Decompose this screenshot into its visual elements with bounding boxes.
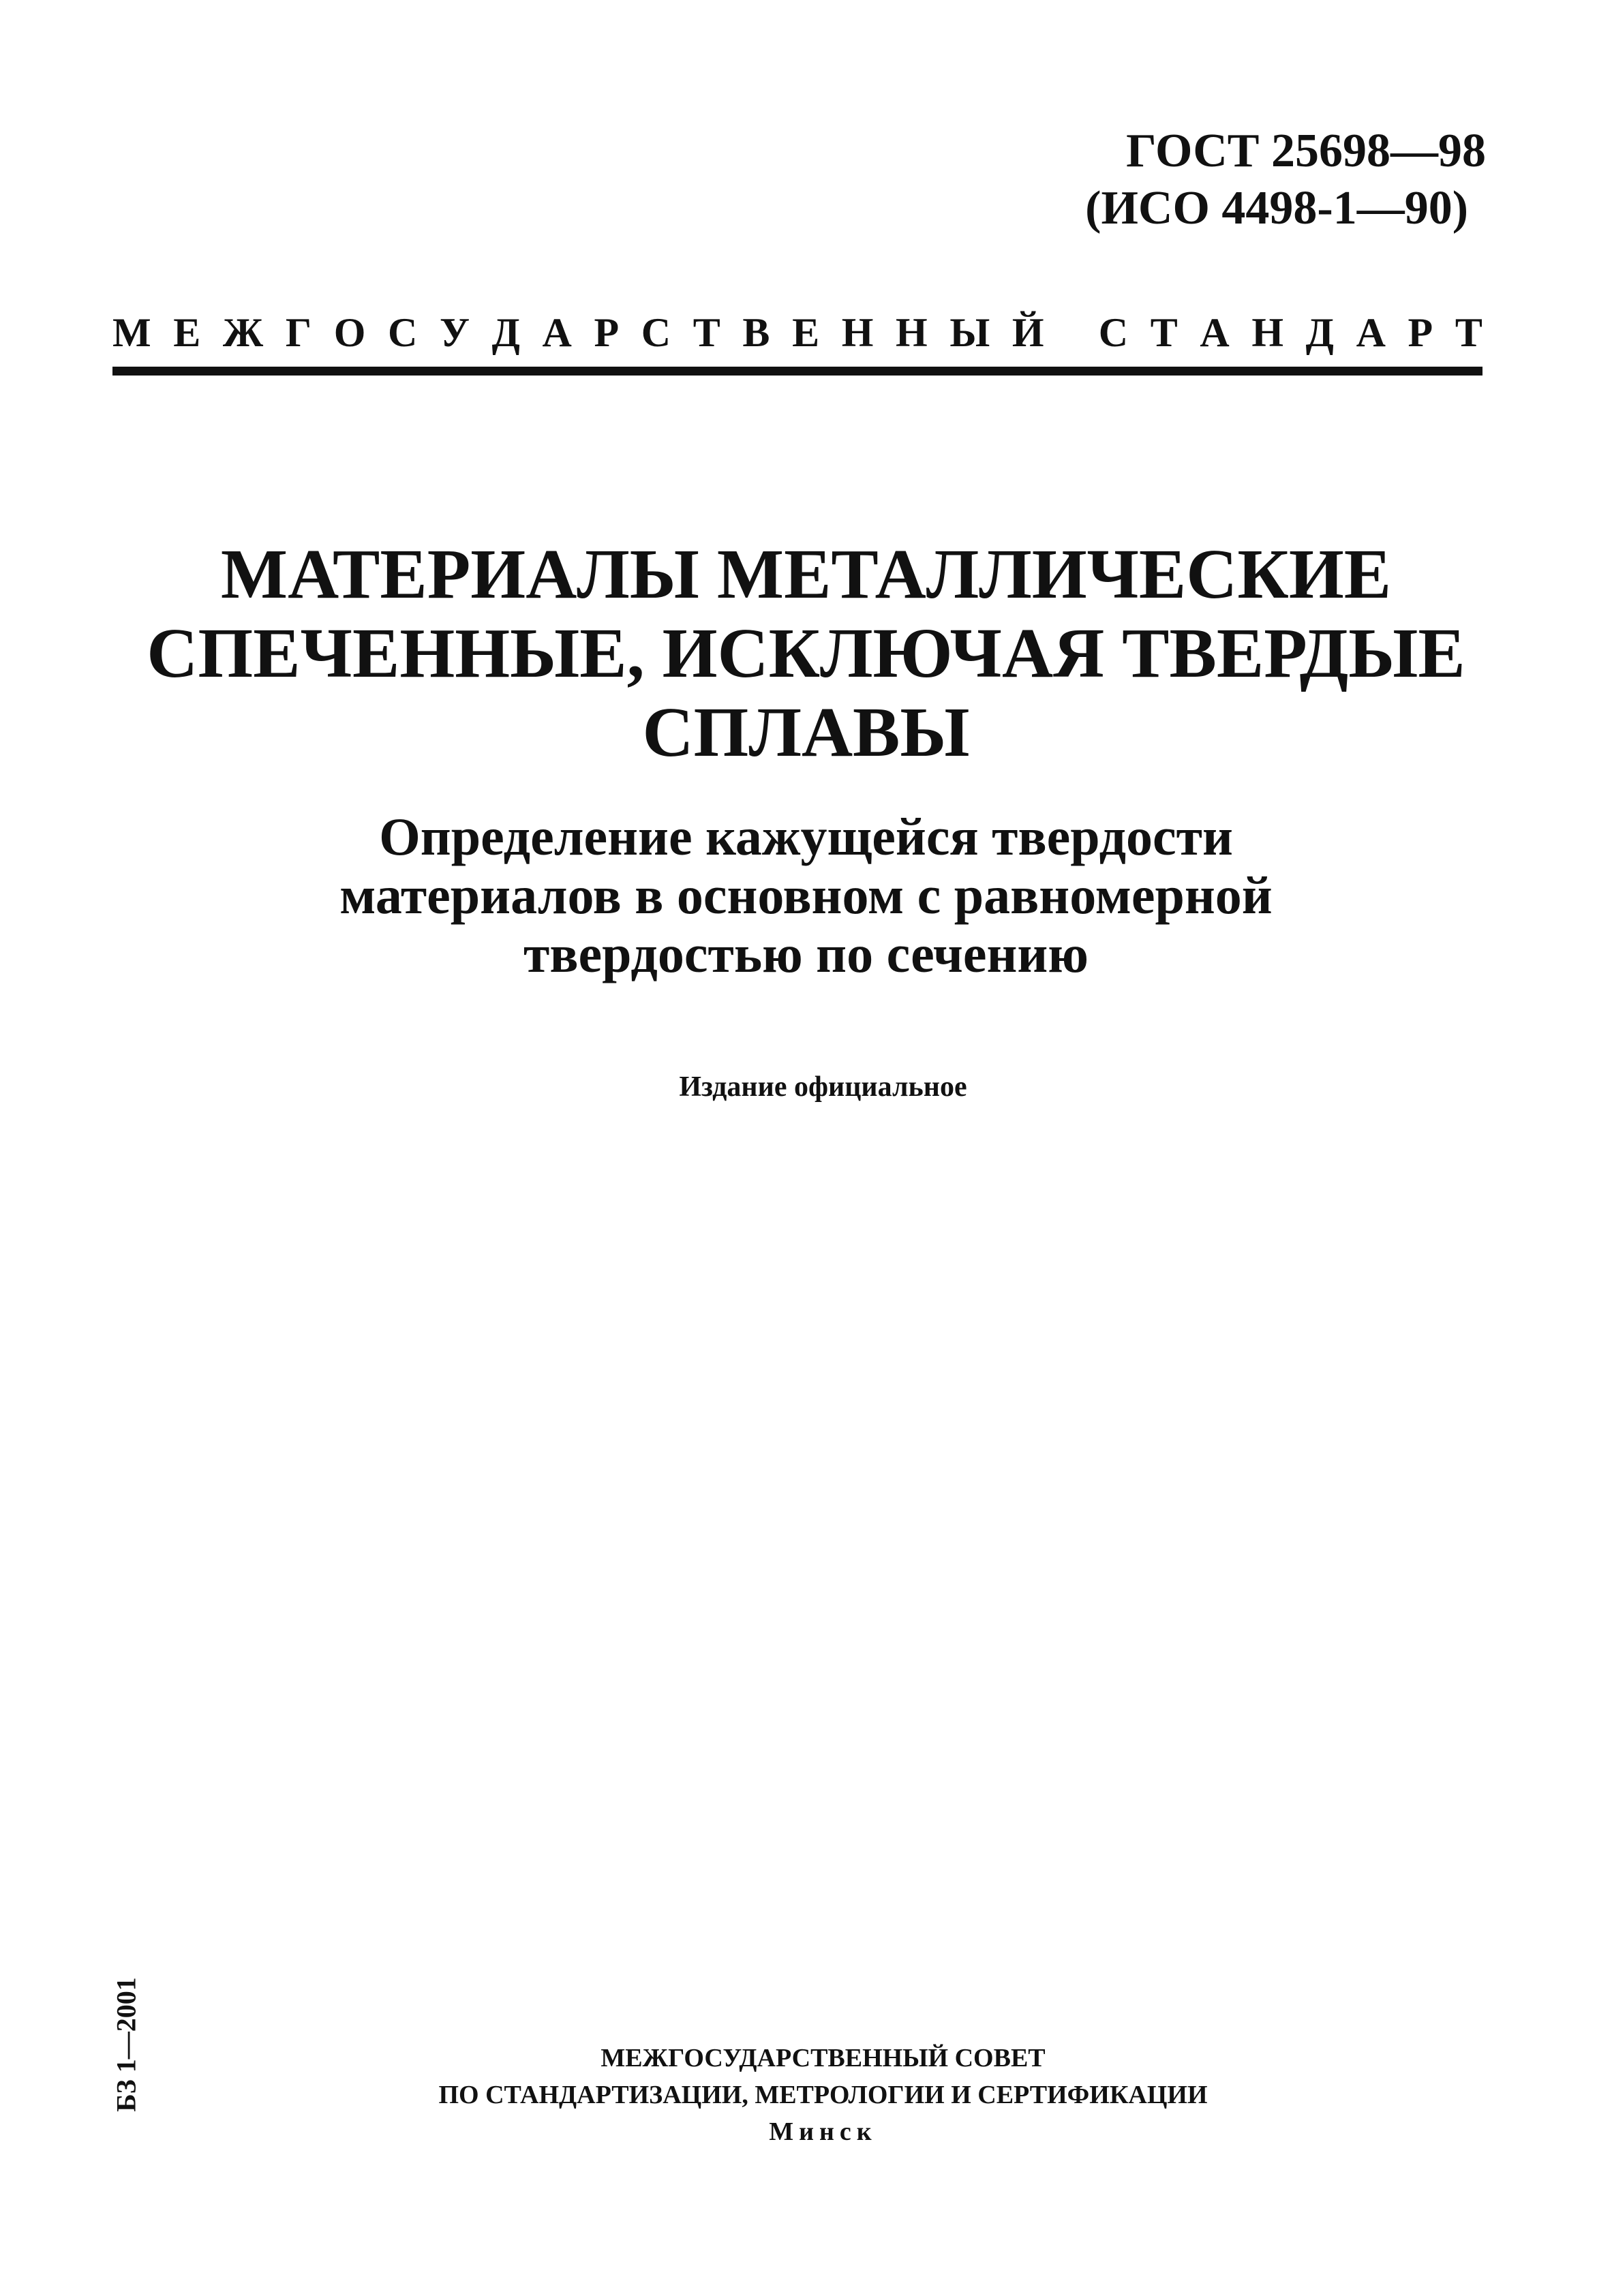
letter: Н xyxy=(1251,310,1284,355)
letter: Ж xyxy=(222,310,264,355)
standard-type-heading xyxy=(112,308,1482,357)
letter: У xyxy=(439,310,470,355)
word-gap xyxy=(1066,308,1076,357)
letter: С xyxy=(387,310,418,355)
letter: А xyxy=(1200,310,1230,355)
letter: М xyxy=(112,310,151,355)
publisher-block xyxy=(0,2040,1612,2150)
letter: Р xyxy=(1408,310,1433,355)
title-line: СПЛАВЫ xyxy=(642,693,970,771)
title-line: МАТЕРИАЛЫ МЕТАЛЛИЧЕСКИЕ xyxy=(220,535,1392,613)
subtitle-line: материалов в основном с равномерной xyxy=(339,866,1273,925)
letter: А xyxy=(542,310,572,355)
publisher-city: Минск xyxy=(769,2117,877,2146)
gost-number: ГОСТ 25698—98 xyxy=(1126,125,1486,177)
letter: О xyxy=(333,310,366,355)
publisher-line: МЕЖГОСУДАРСТВЕННЫЙ СОВЕТ xyxy=(600,2044,1046,2072)
letter: Е xyxy=(792,310,820,355)
letter: С xyxy=(1098,310,1129,355)
title-line: СПЕЧЕННЫЕ, ИСКЛЮЧАЯ ТВЕРДЫЕ xyxy=(147,614,1465,692)
edition-note: Издание официальное xyxy=(679,1071,967,1103)
letter: Т xyxy=(1150,310,1178,355)
publisher-line: ПО СТАНДАРТИЗАЦИИ, МЕТРОЛОГИИ И СЕРТИФИКАЦИИ xyxy=(438,2081,1208,2109)
letter: А xyxy=(1356,310,1386,355)
letter: Д xyxy=(491,310,520,355)
letter: Ы xyxy=(949,310,990,355)
letter: Т xyxy=(693,310,720,355)
heading-rule xyxy=(112,367,1482,376)
letter: Н xyxy=(896,310,928,355)
standard-designation xyxy=(1085,123,1486,237)
letter: Р xyxy=(594,310,620,355)
letter: Е xyxy=(173,310,201,355)
letter: Д xyxy=(1305,310,1334,355)
bz-code-text: БЗ 1—2001 xyxy=(110,1977,142,2112)
letter: Й xyxy=(1012,310,1044,355)
document-title xyxy=(0,535,1612,772)
iso-number: (ИСО 4498-1—90) xyxy=(1085,182,1469,234)
letter: Н xyxy=(841,310,874,355)
letter: Т xyxy=(1455,310,1482,355)
subtitle-line: Определение кажущейся твердости xyxy=(379,807,1233,866)
letter: Г xyxy=(285,310,312,355)
letter: С xyxy=(641,310,671,355)
subtitle-line: твердостью по сечению xyxy=(523,924,1089,983)
document-subtitle xyxy=(0,808,1612,983)
letter: В xyxy=(742,310,770,355)
